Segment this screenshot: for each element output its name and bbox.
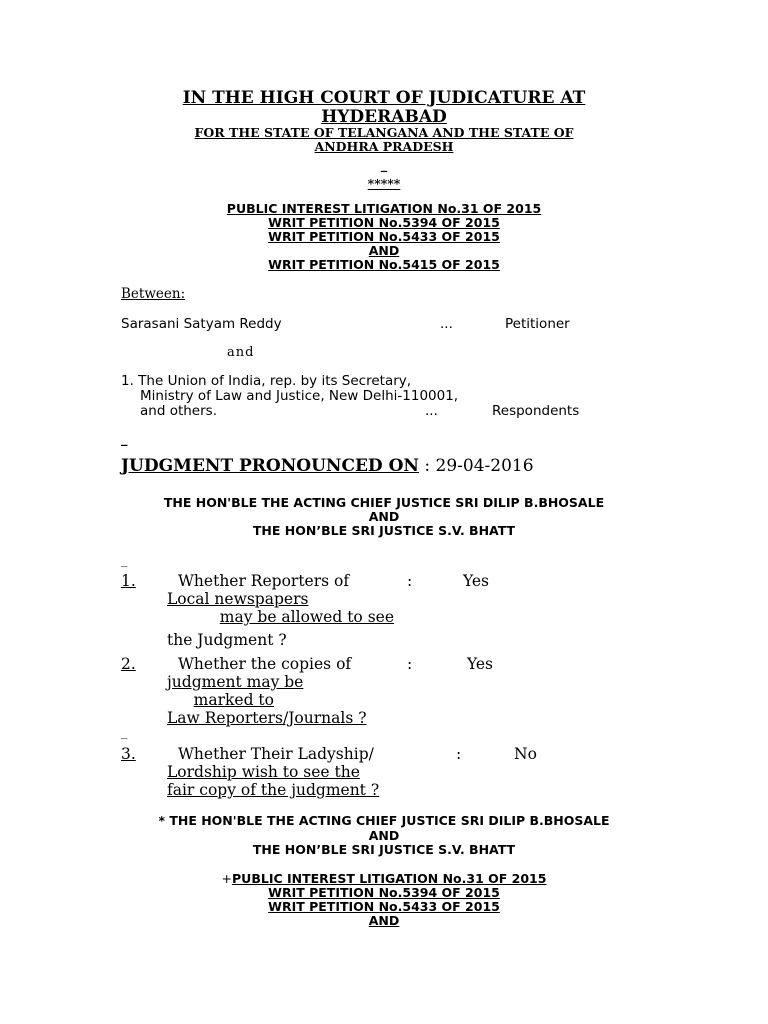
question-2-row (121, 655, 499, 673)
question-2-line2: judgment may be (167, 673, 304, 691)
respondent-line1: 1. The Union of India, rep. by its Secretary, (121, 373, 412, 389)
question-1-row (121, 572, 497, 590)
question-3-number: 3. (121, 745, 136, 763)
coram-line2: AND (368, 509, 400, 524)
respondent-line2: Ministry of Law and Justice, New Delhi-110001, (140, 388, 459, 404)
judgment-pronounced-line (121, 456, 534, 476)
question-3-line3: fair copy of the judgment ? (167, 781, 380, 799)
question-2-line4: Law Reporters/Journals ? (167, 709, 367, 727)
coram2-line2: AND (368, 828, 400, 843)
question-1-answer: Yes (463, 572, 490, 590)
case2-title-and: AND (368, 913, 400, 928)
coram2-line1: * THE HON'BLE THE ACTING CHIEF JUSTICE SRI DILIP B.BHOSALE (158, 813, 610, 828)
case-title-2: WRIT PETITION No.5394 OF 2015 (268, 215, 500, 230)
case2-title-1: PUBLIC INTEREST LITIGATION No.31 OF 2015 (232, 871, 547, 886)
question-2-answer: Yes (467, 655, 494, 673)
question-3-answer: No (514, 745, 537, 763)
question-2-number: 2. (121, 655, 136, 673)
case-title-and: AND (368, 243, 400, 258)
case2-plus: + (221, 871, 233, 886)
between-label: Between: (121, 286, 186, 302)
state-line2: ANDHRA PRADESH (314, 139, 454, 154)
case2-title-3: WRIT PETITION No.5433 OF 2015 (268, 899, 500, 914)
question-2-line3: marked to (193, 691, 274, 709)
question-2-sep: : (407, 655, 413, 673)
judgment-sep: : (424, 456, 431, 476)
judgment-label: JUDGMENT PRONOUNCED ON (121, 456, 419, 476)
case2-title-2: WRIT PETITION No.5394 OF 2015 (268, 885, 500, 900)
question-3-line1: Whether Their Ladyship/ (178, 745, 374, 763)
respondent-role: Respondents (492, 403, 580, 419)
header-stars: ***** (367, 176, 401, 191)
court-name-line2: HYDERABAD (321, 107, 447, 127)
question-3-sep: : (456, 745, 462, 763)
question-1-sep: : (407, 572, 413, 590)
header-dash: _ (380, 157, 388, 172)
questions-dash-2: _ (121, 725, 128, 740)
question-1-number: 1. (121, 572, 136, 590)
petitioner-role: Petitioner (505, 316, 570, 332)
coram-line1: THE HON'BLE THE ACTING CHIEF JUSTICE SRI DILIP B.BHOSALE (163, 495, 605, 510)
question-2-line1: Whether the copies of (178, 655, 352, 673)
coram2-line3: THE HON’BLE SRI JUSTICE S.V. BHATT (252, 842, 516, 857)
question-1-line1: Whether Reporters of (178, 572, 350, 590)
case-title-4: WRIT PETITION No.5415 OF 2015 (268, 257, 500, 272)
questions-dash: _ (121, 553, 128, 568)
question-1-line4: the Judgment ? (167, 631, 287, 649)
and-connector: and (227, 345, 255, 360)
petitioner-name: Sarasani Satyam Reddy (121, 316, 282, 332)
court-name-line1: IN THE HIGH COURT OF JUDICATURE AT (182, 88, 586, 108)
question-3-row (121, 745, 541, 763)
respondent-dots: ... (425, 403, 438, 419)
judgment-dash: _ (121, 432, 128, 447)
respondent-line3: and others. (140, 403, 217, 419)
case-title-3: WRIT PETITION No.5433 OF 2015 (268, 229, 500, 244)
judgment-date: 29-04-2016 (435, 456, 534, 476)
coram-line3: THE HON’BLE SRI JUSTICE S.V. BHATT (252, 523, 516, 538)
petitioner-dots: ... (440, 316, 453, 332)
state-line1: FOR THE STATE OF TELANGANA AND THE STATE OF (194, 125, 574, 140)
question-1-line2: Local newspapers (167, 590, 309, 608)
case-title-1: PUBLIC INTEREST LITIGATION No.31 OF 2015 (226, 201, 542, 216)
question-3-line2: Lordship wish to see the (167, 763, 360, 781)
question-1-line3: may be allowed to see (219, 608, 394, 626)
case2-row-1 (0, 872, 768, 886)
